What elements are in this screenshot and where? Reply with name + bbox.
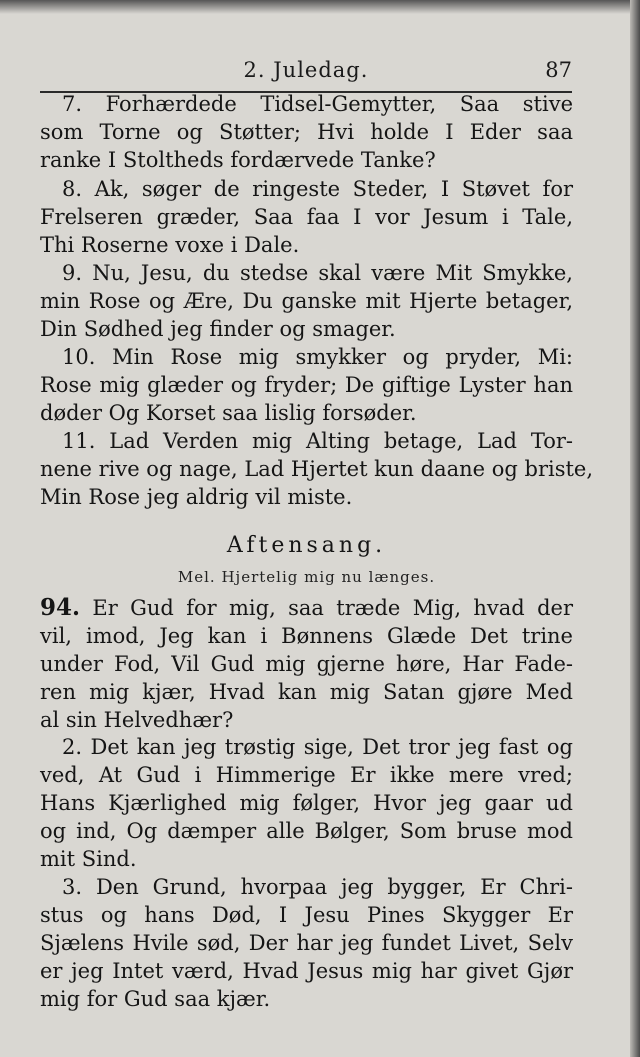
verse-line	[40, 175, 573, 203]
hymn-line: Hans Kjærlighed mig følger, Hvor jeg gaar ud	[40, 791, 573, 815]
hymn-line: mig for Gud saa kjær.	[40, 987, 271, 1011]
verse-text: Er Gud for mig, saa træde Mig, hvad der	[92, 596, 573, 620]
verse-line	[40, 259, 573, 287]
verse-line: døder Og Korset saa lislig forsøder.	[40, 401, 417, 425]
verse-line: Thi Roserne voxe i Dale.	[40, 233, 300, 257]
verse-number: 10.	[62, 345, 96, 369]
verse-line: nene rive og nage, Lad Hjertet kun daane og briste,	[40, 457, 594, 481]
verse-number: 9.	[62, 261, 83, 285]
verse-line	[40, 90, 573, 118]
verse-text: Lad Verden mig Alting betage, Lad Tor-	[109, 429, 573, 453]
book-spine-shadow	[630, 0, 640, 1057]
hymn-line: al sin Helvedhær?	[40, 708, 234, 732]
running-header	[40, 58, 572, 88]
verse-line: Min Rose jeg aldrig vil miste.	[40, 485, 353, 509]
hymn-line: og ind, Og dæmper alle Bølger, Som bruse mod	[40, 819, 573, 843]
hymn-line: vil, imod, Jeg kan i Bønnens Glæde Det trine	[40, 624, 573, 648]
verse-line: som Torne og Støtter; Hvi holde I Eder saa	[40, 120, 573, 144]
hymn-line	[40, 594, 573, 622]
page-number: 87	[545, 58, 572, 82]
verse-text: Den Grund, hvorpaa jeg bygger, Er Chri-	[95, 875, 573, 899]
verse-line: Rose mig glæder og fryder; De giftige Lyster han	[40, 373, 573, 397]
hymn-line: ren mig kjær, Hvad kan mig Satan gjøre Med	[40, 680, 573, 704]
running-title: 2. Juledag.	[243, 58, 369, 82]
verse-number: 2.	[62, 735, 83, 759]
verse-line: min Rose og Ære, Du ganske mit Hjerte betager,	[40, 289, 573, 313]
verse-line: Din Sødhed jeg finder og smager.	[40, 317, 396, 341]
melody-note: Mel. Hjertelig mig nu længes.	[177, 568, 436, 586]
verse-text: Nu, Jesu, du stedse skal være Mit Smykke,	[92, 261, 573, 285]
verse-line: Frelseren græder, Saa faa I vor Jesum i Tale,	[40, 205, 573, 229]
hymn-line: stus og hans Død, I Jesu Pines Skygger Er	[40, 903, 573, 927]
page-top-shadow	[0, 0, 640, 14]
hymn-number: 94.	[40, 594, 81, 621]
verse-text: Min Rose mig smykker og pryder, Mi:	[112, 345, 573, 369]
verse-number: 7.	[62, 92, 83, 116]
verse-text: Ak, søger de ringeste Steder, I Støvet for	[94, 177, 573, 201]
hymn-line: mit Sind.	[40, 847, 137, 871]
verse-text: Forhærdede Tidsel-Gemytter, Saa stive	[105, 92, 573, 116]
verse-line: ranke I Stoltheds fordærvede Tanke?	[40, 148, 436, 172]
verse-number: 8.	[62, 177, 83, 201]
hymn-line: ved, At Gud i Himmerige Er ikke mere vred;	[40, 763, 573, 787]
hymn-line	[40, 733, 573, 761]
hymn-line: under Fod, Vil Gud mig gjerne høre, Har Fade-	[40, 652, 573, 676]
verse-number: 3.	[62, 875, 83, 899]
hymn-line: er jeg Intet værd, Hvad Jesus mig har givet Gjør	[40, 959, 573, 983]
hymn-line	[40, 873, 573, 901]
verse-line	[40, 427, 573, 455]
verse-number: 11.	[62, 429, 96, 453]
hymn-line: Sjælens Hvile sød, Der har jeg fundet Livet, Selv	[40, 931, 573, 955]
section-title: Aftensang.	[226, 533, 387, 558]
verse-text: Det kan jeg trøstig sige, Det tror jeg fast og	[90, 735, 573, 759]
verse-line	[40, 343, 573, 371]
